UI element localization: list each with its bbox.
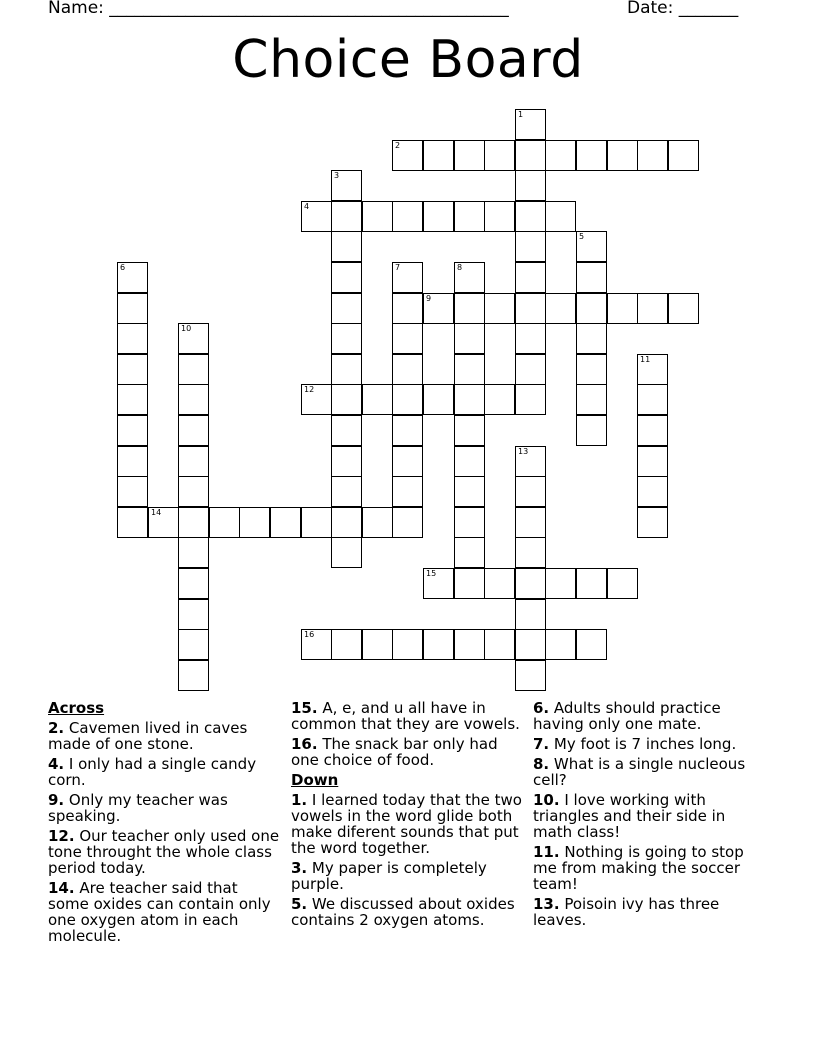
clue-number-label: 6 [120, 263, 126, 272]
crossword-cell[interactable] [178, 446, 209, 477]
clue-number-label: 7 [395, 263, 401, 272]
clue-text: I love working with triangles and their side in math class! [533, 791, 726, 841]
crossword-cell[interactable] [331, 446, 362, 477]
clue-number-label: 15 [426, 569, 437, 578]
crossword-cell[interactable] [545, 293, 576, 324]
clue-text: What is a single nucleous cell? [533, 755, 746, 789]
clue-item [291, 700, 523, 732]
clue-number-label: 9 [426, 294, 432, 303]
clue-number-label: 4 [304, 202, 310, 211]
clue-text: My paper is completely purple. [291, 859, 487, 893]
crossword-cell[interactable] [515, 231, 546, 262]
crossword-cell[interactable] [515, 629, 546, 660]
across-clue-list [48, 720, 280, 944]
clue-number: 8. [533, 755, 550, 773]
clue-text: I learned today that the two vowels in the word glide both make diferent sounds that put the word together. [291, 791, 522, 857]
crossword-cell[interactable] [607, 140, 638, 171]
clues-column-1 [48, 700, 280, 948]
crossword-cell[interactable] [576, 354, 607, 385]
crossword-cell[interactable] [301, 201, 332, 232]
down-heading: Down [291, 771, 339, 789]
crossword-cell[interactable] [637, 476, 668, 507]
clue-number: 4. [48, 755, 65, 773]
crossword-cell[interactable] [515, 446, 546, 477]
crossword-cell[interactable] [454, 140, 485, 171]
clue-number-label: 14 [151, 508, 162, 517]
crossword-cell[interactable] [423, 568, 454, 599]
clue-text: I only had a single candy corn. [48, 755, 257, 789]
crossword-cell[interactable] [423, 201, 454, 232]
clue-number-label: 1 [518, 110, 524, 119]
crossword-cell[interactable] [454, 476, 485, 507]
crossword-cell[interactable] [178, 660, 209, 691]
crossword-cell[interactable] [270, 507, 301, 538]
crossword-cell[interactable] [515, 537, 546, 568]
clue-text: Only my teacher was speaking. [48, 791, 228, 825]
crossword-cell[interactable] [178, 415, 209, 446]
crossword-cell[interactable] [454, 384, 485, 415]
crossword-cell[interactable] [637, 384, 668, 415]
clue-item [48, 828, 280, 876]
crossword-cell[interactable] [454, 446, 485, 477]
crossword-cell[interactable] [484, 384, 515, 415]
crossword-cell[interactable] [331, 384, 362, 415]
crossword-cell[interactable] [117, 476, 148, 507]
crossword-cell[interactable] [545, 201, 576, 232]
crossword-cell[interactable] [515, 384, 546, 415]
crossword-cell[interactable] [484, 201, 515, 232]
clue-number-label: 5 [579, 232, 585, 241]
crossword-cell[interactable] [178, 599, 209, 630]
crossword-cell[interactable] [576, 140, 607, 171]
clue-number: 5. [291, 895, 308, 913]
crossword-cell[interactable] [545, 140, 576, 171]
crossword-cell[interactable] [576, 231, 607, 262]
crossword-cell[interactable] [576, 415, 607, 446]
clue-text: Are teacher said that some oxides can contain only one oxygen atom in each molecule. [48, 879, 271, 945]
crossword-cell[interactable] [484, 568, 515, 599]
crossword-cell[interactable] [454, 629, 485, 660]
clue-text: The snack bar only had one choice of food. [291, 735, 498, 769]
clue-item [533, 792, 765, 840]
crossword-cell[interactable] [392, 262, 423, 293]
clue-number: 6. [533, 699, 550, 717]
clue-number: 16. [291, 735, 318, 753]
crossword-cell[interactable] [178, 354, 209, 385]
crossword-cell[interactable] [178, 476, 209, 507]
down-clue-list-continued [533, 700, 765, 928]
crossword-cell[interactable] [454, 262, 485, 293]
crossword-cell[interactable] [178, 629, 209, 660]
clue-item [533, 896, 765, 928]
crossword-cell[interactable] [515, 568, 546, 599]
crossword-cell[interactable] [331, 507, 362, 538]
crossword-cell[interactable] [392, 323, 423, 354]
clue-item [291, 792, 523, 856]
crossword-cell[interactable] [392, 140, 423, 171]
clue-number: 12. [48, 827, 75, 845]
crossword-cell[interactable] [454, 415, 485, 446]
crossword-cell[interactable] [392, 415, 423, 446]
date-field[interactable]: Date: _______ [627, 0, 739, 18]
crossword-cell[interactable] [331, 231, 362, 262]
crossword-cell[interactable] [331, 415, 362, 446]
crossword-cell[interactable] [117, 384, 148, 415]
crossword-cell[interactable] [209, 507, 240, 538]
clues-column-2 [291, 700, 523, 932]
crossword-cell[interactable] [607, 293, 638, 324]
clue-text: A, e, and u all have in common that they are vowels. [291, 699, 520, 733]
crossword-cell[interactable] [576, 293, 607, 324]
crossword-cell[interactable] [637, 507, 668, 538]
crossword-cell[interactable] [362, 201, 393, 232]
clue-number: 9. [48, 791, 65, 809]
crossword-cell[interactable] [331, 201, 362, 232]
clue-text: Our teacher only used one tone throught the whole class period today. [48, 827, 280, 877]
clue-number-label: 3 [334, 171, 340, 180]
crossword-cell[interactable] [515, 140, 546, 171]
crossword-cell[interactable] [515, 507, 546, 538]
crossword-cell[interactable] [423, 384, 454, 415]
clue-text: We discussed about oxides contains 2 oxygen atoms. [291, 895, 515, 929]
crossword-cell[interactable] [301, 507, 332, 538]
crossword-cell[interactable] [117, 323, 148, 354]
page-title: Choice Board [232, 30, 584, 90]
crossword-cell[interactable] [392, 507, 423, 538]
clue-text: Adults should practice having only one mate. [533, 699, 721, 733]
clue-number: 7. [533, 735, 550, 753]
crossword-cell[interactable] [178, 507, 209, 538]
crossword-cell[interactable] [637, 415, 668, 446]
crossword-cell[interactable] [637, 354, 668, 385]
crossword-cell[interactable] [515, 354, 546, 385]
clue-item [48, 720, 280, 752]
crossword-cell[interactable] [362, 384, 393, 415]
crossword-cell[interactable] [239, 507, 270, 538]
crossword-cell[interactable] [515, 293, 546, 324]
crossword-cell[interactable] [545, 629, 576, 660]
crossword-cell[interactable] [515, 599, 546, 630]
crossword-cell[interactable] [423, 293, 454, 324]
clue-number: 13. [533, 895, 560, 913]
clue-text: Poisoin ivy has three leaves. [533, 895, 720, 929]
clue-text: My foot is 7 inches long. [549, 735, 737, 753]
crossword-cell[interactable] [117, 446, 148, 477]
down-clue-list [291, 792, 523, 928]
clue-item [48, 880, 280, 944]
crossword-cell[interactable] [454, 354, 485, 385]
crossword-cell[interactable] [484, 629, 515, 660]
crossword-cell[interactable] [301, 384, 332, 415]
crossword-cell[interactable] [454, 507, 485, 538]
crossword-cell[interactable] [362, 629, 393, 660]
crossword-cell[interactable] [576, 262, 607, 293]
clue-item [533, 700, 765, 732]
crossword-cell[interactable] [392, 446, 423, 477]
crossword-cell[interactable] [423, 629, 454, 660]
crossword-cell[interactable] [515, 660, 546, 691]
clue-number-label: 10 [181, 324, 192, 333]
clue-number-label: 11 [640, 355, 651, 364]
crossword-cell[interactable] [178, 384, 209, 415]
clue-number: 1. [291, 791, 308, 809]
crossword-cell[interactable] [331, 170, 362, 201]
crossword-cell[interactable] [392, 354, 423, 385]
crossword-cell[interactable] [515, 109, 546, 140]
crossword-cell[interactable] [331, 537, 362, 568]
crossword-cell[interactable] [331, 323, 362, 354]
crossword-cell[interactable] [484, 293, 515, 324]
crossword-cell[interactable] [637, 293, 668, 324]
clue-number: 10. [533, 791, 560, 809]
clue-number-label: 12 [304, 385, 315, 394]
crossword-cell[interactable] [178, 568, 209, 599]
crossword-cell[interactable] [331, 629, 362, 660]
crossword-cell[interactable] [576, 323, 607, 354]
crossword-cell[interactable] [301, 629, 332, 660]
crossword-cell[interactable] [454, 293, 485, 324]
crossword-cell[interactable] [576, 384, 607, 415]
crossword-cell[interactable] [607, 568, 638, 599]
crossword-cell[interactable] [454, 537, 485, 568]
crossword-cell[interactable] [515, 323, 546, 354]
crossword-cell[interactable] [454, 201, 485, 232]
crossword-cell[interactable] [515, 476, 546, 507]
clue-number: 11. [533, 843, 560, 861]
clue-number: 15. [291, 699, 318, 717]
crossword-cell[interactable] [454, 568, 485, 599]
crossword-cell[interactable] [392, 384, 423, 415]
crossword-cell[interactable] [117, 293, 148, 324]
clue-number-label: 2 [395, 141, 401, 150]
crossword-cell[interactable] [362, 507, 393, 538]
crossword-cell[interactable] [148, 507, 179, 538]
crossword-cell[interactable] [454, 323, 485, 354]
clue-number-label: 8 [457, 263, 463, 272]
crossword-cell[interactable] [576, 629, 607, 660]
crossword-cell[interactable] [392, 201, 423, 232]
crossword-cell[interactable] [423, 140, 454, 171]
clue-text: Nothing is going to stop me from making the soccer team! [533, 843, 744, 893]
clue-item [48, 792, 280, 824]
crossword-cell[interactable] [515, 201, 546, 232]
crossword-cell[interactable] [178, 323, 209, 354]
crossword-cell[interactable] [331, 293, 362, 324]
crossword-cell[interactable] [392, 476, 423, 507]
crossword-cell[interactable] [668, 293, 699, 324]
crossword-cell[interactable] [392, 629, 423, 660]
clue-number: 3. [291, 859, 308, 877]
crossword-cell[interactable] [117, 507, 148, 538]
name-field[interactable]: Name: _______________________________________________ [48, 0, 509, 18]
crossword-cell[interactable] [515, 262, 546, 293]
clue-text: Cavemen lived in caves made of one stone. [48, 719, 248, 753]
across-heading: Across [48, 699, 105, 717]
across-clue-list-continued [291, 700, 523, 768]
clue-item [291, 736, 523, 768]
clue-number-label: 13 [518, 447, 529, 456]
clues-column-3 [533, 700, 765, 932]
crossword-cell[interactable] [117, 415, 148, 446]
crossword-cell[interactable] [668, 140, 699, 171]
crossword-cell[interactable] [637, 446, 668, 477]
crossword-cell[interactable] [515, 170, 546, 201]
clue-item [533, 756, 765, 788]
clue-number: 14. [48, 879, 75, 897]
clue-item [291, 896, 523, 928]
crossword-cell[interactable] [117, 262, 148, 293]
crossword-cell[interactable] [545, 568, 576, 599]
crossword-cell[interactable] [392, 293, 423, 324]
clue-item [533, 736, 765, 752]
clue-number: 2. [48, 719, 65, 737]
clue-item [533, 844, 765, 892]
crossword-cell[interactable] [331, 262, 362, 293]
crossword-cell[interactable] [331, 476, 362, 507]
crossword-cell[interactable] [637, 140, 668, 171]
clue-item [291, 860, 523, 892]
clue-number-label: 16 [304, 630, 315, 639]
crossword-cell[interactable] [576, 568, 607, 599]
crossword-cell[interactable] [117, 354, 148, 385]
clue-item [48, 756, 280, 788]
crossword-cell[interactable] [178, 537, 209, 568]
crossword-cell[interactable] [484, 140, 515, 171]
crossword-cell[interactable] [331, 354, 362, 385]
